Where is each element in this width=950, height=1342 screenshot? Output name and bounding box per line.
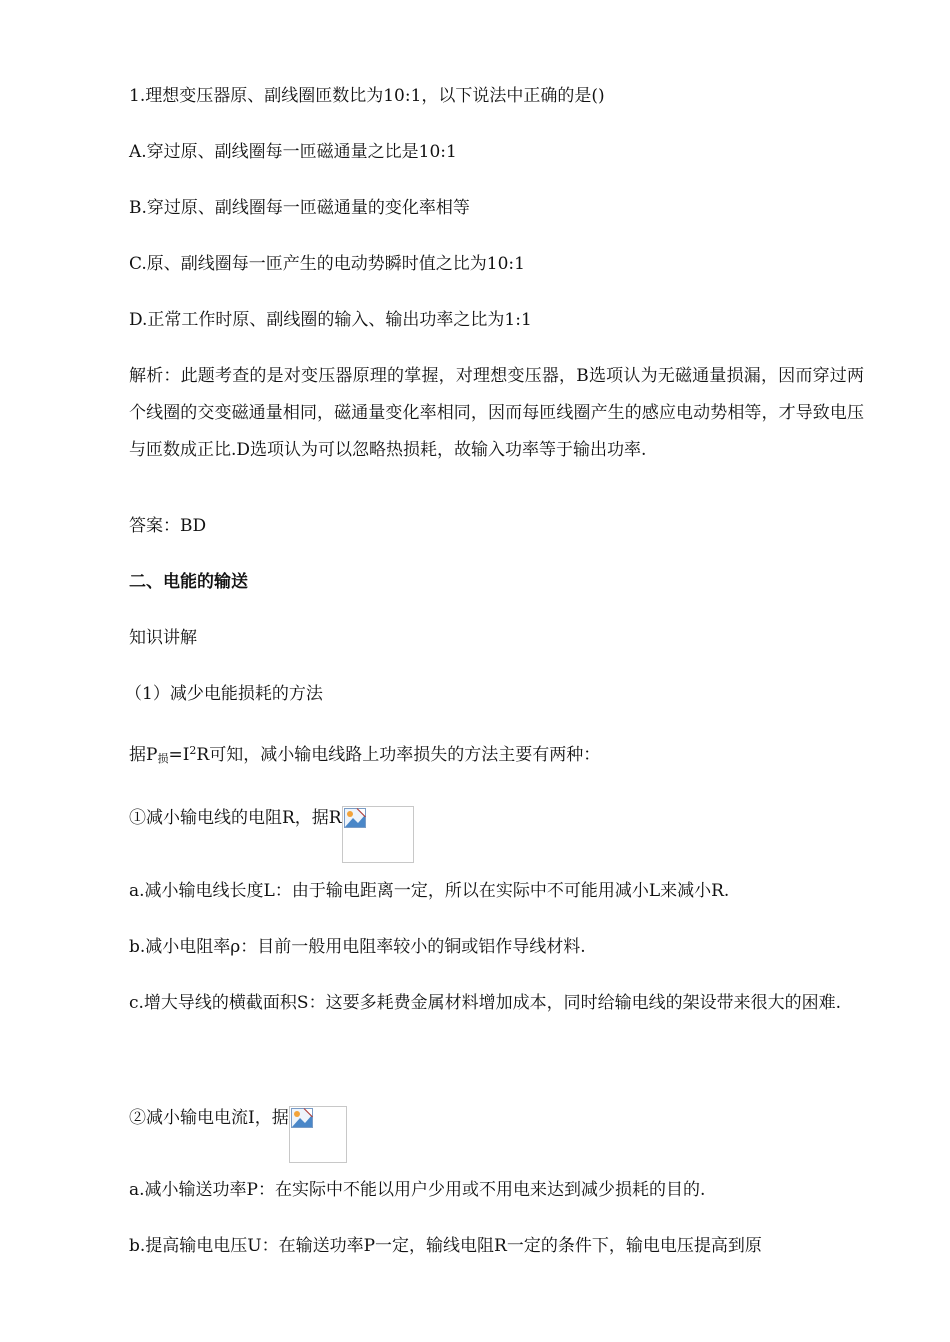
image-placeholder-icon (344, 808, 366, 828)
section-subheading: 知识讲解 (129, 628, 197, 648)
option-d: D.正常工作时原、副线圈的输入、输出功率之比为1:1 (129, 310, 532, 330)
power-loss-formula-line (89, 732, 864, 777)
method2-item-a: a.减小输送功率P：在实际中不能以用户少用或不用电来达到减少损耗的目的. (129, 1180, 706, 1200)
image-placeholder-icon-2 (291, 1108, 313, 1128)
formula-prefix: 据P (129, 745, 158, 765)
option-c: C.原、副线圈每一匝产生的电动势瞬时值之比为10:1 (129, 254, 525, 274)
method2-item-b: b.提高输电电压U：在输送功率P一定，输线电阻R一定的条件下，输电电压提高到原 (129, 1236, 762, 1256)
analysis-paragraph: 解析：此题考查的是对变压器原理的掌握，对理想变压器，B选项认为无磁通量损漏，因而穿过两个线圈的交变磁通量相同，磁通量变化率相同，因而每匝线圈产生的感应电动势相等，才导致电压与匝数成正比.D选项认为可以忽略热损耗，故输入功率等于输出功率. (129, 366, 864, 460)
method1-item-c: c.增大导线的横截面积S：这要多耗费金属材料增加成本，同时给输电线的架设带来很大的困难. (129, 993, 841, 1013)
method1-text: ①减小输电线的电阻R，据R (129, 808, 342, 828)
broken-image-icon (342, 806, 414, 863)
method1-item-a: a.减小输电线长度L：由于输电距离一定，所以在实际中不可能用减小L来减小R. (129, 881, 730, 901)
option-b: B.穿过原、副线圈每一匝磁通量的变化率相等 (129, 198, 470, 218)
method1-item-b: b.减小电阻率ρ：目前一般用电阻率较小的铜或铝作导线材料. (129, 937, 586, 957)
point1-title: （1）减少电能损耗的方法 (125, 684, 323, 704)
question-stem: 1.理想变压器原、副线圈匝数比为10:1，以下说法中正确的是() (129, 86, 605, 106)
formula-suffix: R可知，减小输电线路上功率损失的方法主要有两种： (196, 745, 601, 765)
option-a: A.穿过原、副线圈每一匝磁通量之比是10:1 (129, 142, 457, 162)
method1-line (89, 800, 864, 863)
formula-superscript: 2 (189, 744, 197, 757)
broken-image-icon-2 (289, 1106, 347, 1163)
formula-mid: =I (168, 745, 190, 765)
method2-text: ②减小输电电流I，据 (129, 1108, 289, 1128)
method2-line (89, 1100, 864, 1163)
answer: 答案：BD (129, 516, 207, 536)
section-heading: 二、电能的输送 (129, 572, 248, 592)
formula-subscript: 损 (157, 752, 169, 765)
